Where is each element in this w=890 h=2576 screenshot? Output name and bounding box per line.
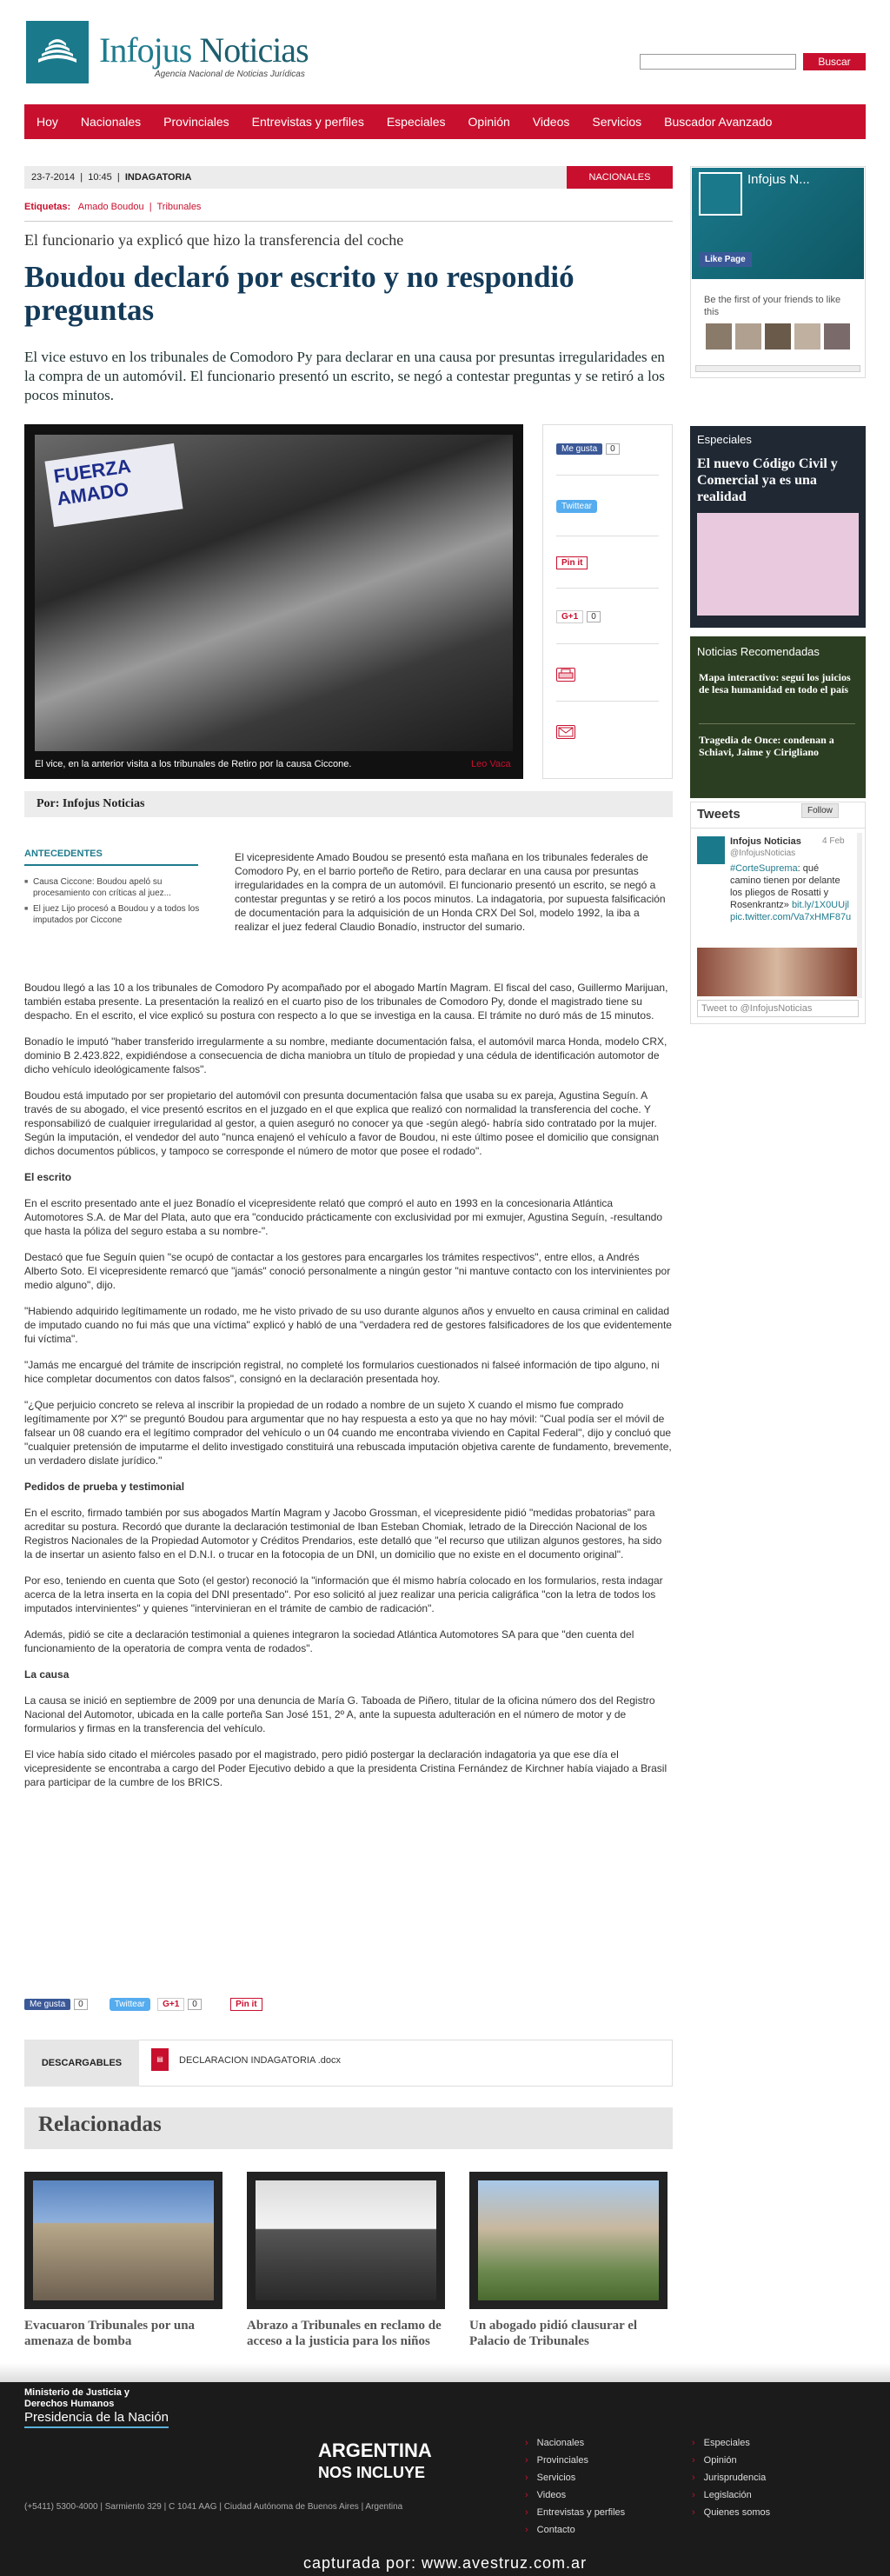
capture-watermark: capturada por: www.avestruz.com.ar xyxy=(302,2554,588,2572)
twitter-follow-button[interactable]: Follow xyxy=(801,803,839,818)
footer-link[interactable]: › Quienes somos xyxy=(692,2507,770,2518)
article-section-label: INDAGATORIA xyxy=(124,172,192,183)
tweet-link[interactable]: pic.twitter.com/Va7xHMF87u xyxy=(730,912,852,922)
tweet-hashtag[interactable]: #CorteSuprema xyxy=(730,863,798,874)
brand-main: Infojus xyxy=(99,30,192,70)
photo-credit: Leo Vaca xyxy=(471,759,511,769)
antecedente-link[interactable]: ■ El juez Lijo procesó a Boudou y a todos los imputados por Ciccone xyxy=(24,903,216,926)
footer-link[interactable]: › Nacionales xyxy=(525,2438,584,2448)
body-paragraph: La causa se inició en septiembre de 2009 por una denuncia de María G. Taboada de Piñero, titular de la oficina número dos del Registro Nacional del Automotor, ubicada en la calle porteña San José 151, 2º A, ante la supuesta adulteración en el número de motor y de formularios y firmas en la transferencia del vehículo. xyxy=(24,1694,655,1734)
facebook-count: 0 xyxy=(606,443,620,455)
body-subheading: Pedidos de prueba y testimonial xyxy=(24,1481,185,1493)
tweet-handle[interactable]: @InfojusNoticias xyxy=(730,849,796,858)
tag-link[interactable]: Amado Boudou xyxy=(77,202,144,212)
nav-item-opinion[interactable]: Opinión xyxy=(468,115,510,129)
divider xyxy=(556,588,659,589)
googleplus-share[interactable] xyxy=(556,612,601,622)
body-paragraph: "¿Que perjuicio concreto se releva al inscribir la propiedad de un rodado a nombre de un sujeto X cuando el mismo fue comprado legítimamente por X?" se preguntó Boudou para argumentar que no hay respuesta a esto ya que no hay móvil: "Cual podía ser el móvil de falsear un 08 cuando era el legítimo comprador del vehículo o un 04 cuando me encontraba viviendo en Capital Federal", dijo y concluó que "cualquier pretensión de imputarme el delito investigado constituirá una rebuscada imputación objetiva carente de fundamento, brevemente, un verdadero dislate jurídico." xyxy=(24,1399,672,1467)
body-paragraph: En el escrito presentado ante el juez Bonadío el vicepresidente relató que compró el auto en 1993 en la concesionaria Atlántica Automotores S.A. de Mar del Plata, auto que era "conducido prácticamente con exclusividad por mi exmujer, Agustina Seguín, -resultando que hasta la póliza del seguro estaba a su nombre-". xyxy=(24,1197,663,1237)
presidency-name[interactable]: Presidencia de la Nación xyxy=(24,2410,169,2428)
tweet-link[interactable]: bit.ly/1X0UUjl xyxy=(791,900,849,910)
divider xyxy=(556,643,659,644)
brand-second: Noticias xyxy=(199,30,309,70)
tweets-title: Tweets xyxy=(697,807,741,822)
print-icon[interactable] xyxy=(556,668,575,682)
body-paragraph: Boudou está imputado por ser propietario del automóvil con presunta documentación falsa que usaba su ex pareja, Agustina Seguín. A través de su abogado, el vice presentó escritos en el juzgado en el que explica que realizó con normalidad la transferencia del coche. Y responsabilizó de cualquier irregularidad al gestor, a quien aseguró no conocer ya que -según alegó- habría sido contratado por la mujer. Según la imputación, el vendedor del auto "nunca enajenó el vehículo a favor de Boudou, ni este último posee el domicilio que consignan dichos documentos públicos, y tampoco se corresponde el número de motor que posee el rodado". xyxy=(24,1089,660,1157)
document-icon: ▤ xyxy=(151,2048,169,2071)
article-kicker: El funcionario ya explicó que hizo la transferencia del coche xyxy=(24,231,404,249)
tweet-body: : qué camino tienen por delante los pliegos de Rosatti y Rosenkrantz» xyxy=(730,863,840,910)
search-button[interactable]: Buscar xyxy=(803,53,866,70)
photo-sign: FUERZA AMADO xyxy=(44,443,183,527)
twitter-share[interactable] xyxy=(556,502,597,511)
facebook-like-button[interactable]: Me gusta xyxy=(24,1999,70,2010)
widget-scrollbar[interactable] xyxy=(695,365,860,372)
recomendadas-box xyxy=(690,636,866,798)
related-headline[interactable]: Un abogado pidió clausurar el Palacio de Tribunales xyxy=(469,2319,638,2348)
friend-avatar xyxy=(794,323,820,349)
bottom-share-bar xyxy=(24,2000,546,2019)
footer-link[interactable]: › Jurisprudencia xyxy=(692,2473,766,2483)
friend-avatar xyxy=(735,323,761,349)
gplus-button[interactable]: G+1 xyxy=(556,610,583,623)
divider xyxy=(699,723,855,724)
related-image[interactable] xyxy=(469,2172,668,2309)
footer-link[interactable]: › Legislación xyxy=(692,2490,752,2500)
nav-item-especiales[interactable]: Especiales xyxy=(386,115,446,129)
footer-link[interactable]: › Provinciales xyxy=(525,2455,588,2466)
nav-item-entrevistas[interactable]: Entrevistas y perfiles xyxy=(251,115,364,129)
facebook-page-avatar[interactable] xyxy=(699,172,742,216)
brand-subtitle: Agencia Nacional de Noticias Jurídicas xyxy=(155,70,305,79)
related-headline[interactable]: Evacuaron Tribunales por una amenaza de bomba xyxy=(24,2319,196,2348)
pinterest-share[interactable] xyxy=(556,558,588,568)
antecedente-link[interactable]: ■ Causa Ciccone: Boudou apeló su procesamiento con críticas al juez... xyxy=(24,876,216,899)
photo-caption: El vice, en la anterior visita a los tribunales de Retiro por la causa Ciccone. xyxy=(35,759,352,769)
brand-title[interactable] xyxy=(99,30,309,70)
divider xyxy=(690,828,866,829)
body-paragraph: Destacó que fue Seguín quien "se ocupó de contactar a los gestores para encargarles los trámites respectivos", entre ellos, a Andrés Alberto Soto. El vicepresidente remarcó que "jamás" conoció personalmente a ningún gestor "ni mantuve contacto con los intervinientes por medio alguno", dijo. xyxy=(24,1251,671,1291)
site-logo[interactable] xyxy=(26,21,89,83)
footer-link[interactable]: › Entrevistas y perfiles xyxy=(525,2507,625,2518)
facebook-like-page-button[interactable]: Like Page xyxy=(699,252,752,267)
tweet-photo[interactable] xyxy=(697,948,857,996)
facebook-first-text: Be the first of your friends to like this xyxy=(704,295,841,317)
download-link[interactable]: DECLARACION INDAGATORIA .docx xyxy=(179,2055,342,2066)
tags-label: Etiquetas: xyxy=(24,202,71,212)
footer-address: (+5411) 5300-4000 | Sarmiento 329 | C 1041 AAG | Ciudad Autónoma de Buenos Aires | Argentina xyxy=(24,2502,403,2512)
friend-avatar xyxy=(765,323,791,349)
divider xyxy=(24,221,673,222)
article-body xyxy=(24,981,673,1801)
body-paragraph: Boudou llegó a las 10 a los tribunales de Comodoro Py acompañado por el abogado Martín Magram. El fiscal del caso, Guillermo Marijuan, también estaba presente. La presentación la realizó en el cuarto piso de los tribunales de Comodoro Py, donde el magistrado tiene su despacho. En el escrito, el vice explicó su postura con respecto a lo que se investiga en la causa. El trámite no duró más de 15 minutos. xyxy=(24,982,668,1022)
nav-item-provinciales[interactable]: Provinciales xyxy=(163,115,229,129)
nos-incluye-text: NOS INCLUYE xyxy=(318,2464,426,2481)
facebook-count: 0 xyxy=(74,1999,88,2010)
antecedentes-list xyxy=(24,876,216,930)
body-paragraph: El vice había sido citado el miércoles pasado por el magistrado, pero pidió postergar la declaración indagatoria ya que ese día el vicepresidente se encontraba a cargo del Poder Ejecutivo debido a que la presidenta Cristina Fernández de Kirchner había viajado a Brasil para participar de la cumbre de los BRICS. xyxy=(24,1748,668,1788)
footer-link[interactable]: › Contacto xyxy=(525,2525,575,2535)
tags-row: Etiquetas: Amado Boudou | Tribunales xyxy=(24,202,202,212)
twitter-tweet-button[interactable]: Twittear xyxy=(110,1998,150,2011)
recomendada-link[interactable]: Tragedia de Once: condenan a Schiavi, Jaime y Cirigliano xyxy=(699,734,834,758)
tweet-to-input[interactable]: Tweet to @InfojusNoticias xyxy=(697,1000,859,1017)
body-paragraph: "Jamás me encargué del trámite de inscripción registral, no completé los formularios cuestionados ni falseé información de tipo alguno, ni hice completar documentos con datos falsos", consignó en la declaración presentada hoy. xyxy=(24,1359,660,1385)
footer-link[interactable]: › Especiales xyxy=(692,2438,750,2448)
pin-it-button[interactable]: Pin it xyxy=(230,1998,262,2011)
related-image[interactable] xyxy=(24,2172,222,2309)
gplus-button[interactable]: G+1 xyxy=(157,1998,184,2011)
twitter-avatar[interactable] xyxy=(697,836,725,864)
tag-link[interactable]: Tribunales xyxy=(156,202,202,212)
downloads-label: DESCARGABLES xyxy=(24,2040,139,2087)
especiales-image[interactable] xyxy=(697,513,859,616)
footer-link[interactable]: › Videos xyxy=(525,2490,566,2500)
gplus-count: 0 xyxy=(587,611,601,622)
related-image[interactable] xyxy=(247,2172,445,2309)
facebook-page-name[interactable]: Infojus N... xyxy=(747,172,810,187)
divider xyxy=(556,701,659,702)
especiales-label: Especiales xyxy=(697,433,752,446)
body-paragraph: "Habiendo adquirido legítimamente un rodado, me he visto privado de su uso durante algunos años y envuelto en causa criminal en calidad de imputado cuando no fui más que una víctima" explicó y habló de una "verdadera red de gestores falsificadores de los que evidentemente fui víctima". xyxy=(24,1305,672,1345)
section-tag[interactable]: NACIONALES xyxy=(567,166,673,189)
body-subheading: La causa xyxy=(24,1668,70,1681)
nav-item-buscador[interactable]: Buscador Avanzado xyxy=(664,115,773,129)
especiales-title[interactable]: El nuevo Código Civil y Comercial ya es una realidad xyxy=(697,456,838,504)
twitter-tweet-button[interactable]: Twittear xyxy=(556,500,597,513)
footer-link[interactable]: › Servicios xyxy=(525,2473,575,2483)
article-meta-bar: 23-7-2014 | 10:45 | INDAGATORIA xyxy=(24,166,673,189)
nav-item-servicios[interactable]: Servicios xyxy=(592,115,642,129)
body-paragraph: Bonadío le imputó "haber transferido irregularmente a su nombre, mediante documentación falsa, el automóvil marca Honda, modelo CRX, dominio B 2.423.822, expidiéndose a consecuencia de dicha maniobra un título de propiedad y una cédula de identificación automotor de dicho vehículo ideológicamente falsos". xyxy=(24,1035,668,1075)
article-intro: El vicepresidente Amado Boudou se presentó esta mañana en los tribunales federales de Comodoro Py, en el barrio porteño de Retiro, para declarar en una causa por presuntas irregularidades en la compra de un automóvil. El funcionario presentó un escrito, se negó a contestar preguntas y se retiró a los pocos minutos. La indagatoria, por supuesta falsificación de documentación para la adquisición de un Honda CRX Del Sol, modelo 1992, la iba a realizar el juez federal Claudio Bonadío, instructor del sumario. xyxy=(235,851,666,933)
article-date: 23-7-2014 xyxy=(31,172,76,183)
friend-avatar xyxy=(824,323,850,349)
gplus-count: 0 xyxy=(188,1999,202,2010)
ministry-name[interactable]: Ministerio de Justicia y Derechos Humanos xyxy=(24,2387,130,2409)
book-logo-icon xyxy=(37,33,78,64)
body-paragraph: Por eso, teniendo en cuenta que Soto (el gestor) reconoció la "información que él mismo habría colocado en los formularios, resta indagar acerca de la letra inserta en la copia del DNI presentado". Por eso solicitó al juez realizar una pericia caligráfica "con la letra de todos los imputados intervinientes" y quienes "intervinieran en el trámite de cambio de radicación". xyxy=(24,1574,663,1614)
friend-avatar xyxy=(706,323,732,349)
tweet-text xyxy=(730,862,852,923)
pin-it-button[interactable]: Pin it xyxy=(556,556,588,569)
article-time: 10:45 xyxy=(88,172,112,183)
divider xyxy=(556,475,659,476)
article-headline: Boudou declaró por escrito y no respondió preguntas xyxy=(24,260,575,327)
argentina-logo-text: ARGENTINA xyxy=(318,2440,432,2461)
facebook-like-button[interactable]: Me gusta xyxy=(556,443,602,455)
recomendadas-label: Noticias Recomendadas xyxy=(697,645,820,658)
nav-item-nacionales[interactable]: Nacionales xyxy=(80,115,142,129)
tweets-scrollbar[interactable] xyxy=(857,833,862,998)
article-lede: El vice estuvo en los tribunales de Comodoro Py para declarar en una causa por presuntas irregularidades en la compra de un automóvil. El funcionario presentó un escrito, se negó a contestar preguntas y se retiró a los pocos minutos. xyxy=(24,349,665,403)
nav-item-videos[interactable]: Videos xyxy=(532,115,570,129)
body-paragraph: En el escrito, firmado también por sus abogados Martín Magram y Jacobo Grossman, el vicepresidente pidió "medidas probatorias" para acreditar su postura. Recordó que durante la declaración testimonial de Iban Esteban Chomiak, letrado de la Dirección Nacional de los Registros Nacionales de la Propiedad Automotor y Créditos Prendarios, este detalló que "el recurso que utilizan algunos gestores, ha sido la de insertar un asiento falso en el D.N.I. o trucar en la fotocopia de un DNI, un domicilio que no existe en el documento original". xyxy=(24,1507,662,1561)
search-input[interactable] xyxy=(640,54,796,70)
recomendada-link[interactable]: Mapa interactivo: seguí los juicios de lesa humanidad en todo el país xyxy=(699,671,851,696)
facebook-share[interactable] xyxy=(556,444,620,454)
divider xyxy=(24,864,198,866)
body-subheading: El escrito xyxy=(24,1171,72,1183)
author-bar: Por: Infojus Noticias xyxy=(24,791,673,817)
related-title: Relacionadas xyxy=(38,2113,162,2136)
tweet-user[interactable]: Infojus Noticias xyxy=(730,836,801,847)
email-icon[interactable] xyxy=(556,725,575,739)
antecedentes-title: ANTECEDENTES xyxy=(24,849,103,859)
related-headline[interactable]: Abrazo a Tribunales en reclamo de acceso a la justicia para los niños xyxy=(247,2319,442,2348)
footer-link[interactable]: › Opinión xyxy=(692,2455,737,2466)
body-paragraph: Además, pidió se cite a declaración testimonial a quienes integraron la sociedad Atlántica Automotores SA para que "den cuenta del funcionamiento de la operatoria de compra venta de rodados". xyxy=(24,1628,634,1654)
main-nav xyxy=(24,104,866,139)
nav-item-hoy[interactable]: Hoy xyxy=(37,115,58,129)
tweet-date[interactable]: 4 Feb xyxy=(822,836,845,846)
